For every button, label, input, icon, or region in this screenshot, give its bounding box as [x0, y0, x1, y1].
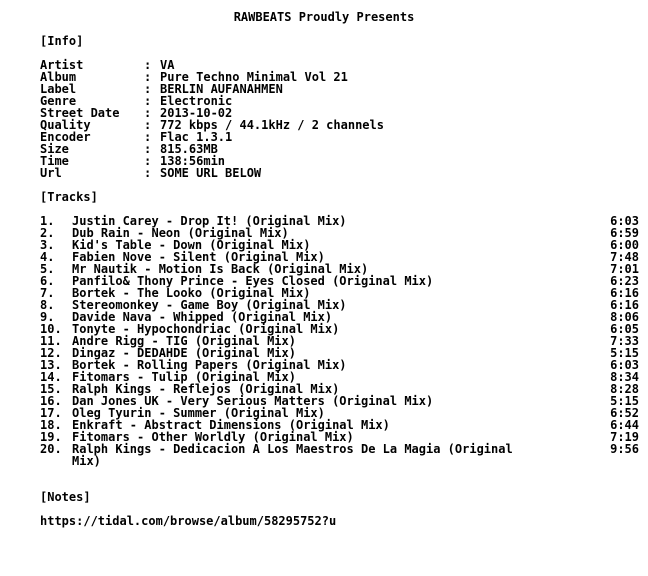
track-title: Oleg Tyurin - Summer (Original Mix): [72, 406, 325, 420]
info-key: Size: [40, 142, 69, 156]
track-number: 8.: [40, 298, 55, 312]
track-number: 11.: [40, 334, 62, 348]
info-value: Flac 1.3.1: [160, 130, 233, 144]
track-number: 18.: [40, 418, 62, 432]
track-number: 4.: [40, 250, 55, 264]
track-number: 13.: [40, 358, 62, 372]
info-value: VA: [160, 58, 175, 72]
track-duration: 5:15: [610, 346, 639, 360]
track-title: Andre Rigg - TIG (Original Mix): [72, 334, 296, 348]
track-title: Dingaz - DEDAHDE (Original Mix): [72, 346, 296, 360]
info-value: 772 kbps / 44.1kHz / 2 channels: [160, 118, 384, 132]
track-title: Ralph Kings - Dedicacion A Los Maestros De La Magia (Original: [72, 442, 513, 456]
track-number: 19.: [40, 430, 62, 444]
track-title: Fitomars - Other Worldly (Original Mix): [72, 430, 354, 444]
info-separator: :: [144, 166, 152, 180]
track-duration: 6:23: [610, 274, 639, 288]
track-number: 2.: [40, 226, 55, 240]
track-title: Bortek - The Looko (Original Mix): [72, 286, 311, 300]
info-value: Pure Techno Minimal Vol 21: [160, 70, 348, 84]
track-title: Stereomonkey - Game Boy (Original Mix): [72, 298, 347, 312]
track-duration: 7:33: [610, 334, 639, 348]
info-key: Time: [40, 154, 69, 168]
track-number: 17.: [40, 406, 62, 420]
track-number: 5.: [40, 262, 55, 276]
info-separator: :: [144, 82, 152, 96]
track-title: Fitomars - Tulip (Original Mix): [72, 370, 296, 384]
track-duration: 6:16: [610, 298, 639, 312]
track-title: Bortek - Rolling Papers (Original Mix): [72, 358, 347, 372]
track-duration: 6:03: [610, 214, 639, 228]
info-separator: :: [144, 70, 152, 84]
info-separator: :: [144, 58, 152, 72]
info-key: Quality: [40, 118, 91, 132]
track-duration: 6:03: [610, 358, 639, 372]
info-heading: [Info]: [40, 34, 84, 48]
track-duration: 6:00: [610, 238, 639, 252]
track-number: 6.: [40, 274, 55, 288]
info-key: Artist: [40, 58, 84, 72]
track-title: Davide Nava - Whipped (Original Mix): [72, 310, 333, 324]
info-value: 2013-10-02: [160, 106, 233, 120]
info-value: Electronic: [160, 94, 233, 108]
info-key: Genre: [40, 94, 77, 108]
track-duration: 7:48: [610, 250, 639, 264]
page-title: RAWBEATS Proudly Presents: [233, 10, 415, 24]
track-number: 1.: [40, 214, 55, 228]
track-duration: 6:44: [610, 418, 639, 432]
track-title: Enkraft - Abstract Dimensions (Original Mix): [72, 418, 390, 432]
info-value: 815.63MB: [160, 142, 218, 156]
track-number: 15.: [40, 382, 62, 396]
notes-heading: [Notes]: [40, 490, 91, 504]
tracks-heading: [Tracks]: [40, 190, 98, 204]
track-duration: 5:15: [610, 394, 639, 408]
track-number: 3.: [40, 238, 55, 252]
info-separator: :: [144, 142, 152, 156]
info-separator: :: [144, 118, 152, 132]
info-key: Label: [40, 82, 77, 96]
track-title: Justin Carey - Drop It! (Original Mix): [72, 214, 347, 228]
track-title: Dub Rain - Neon (Original Mix): [72, 226, 289, 240]
track-duration: 9:56: [610, 442, 639, 456]
track-number: 7.: [40, 286, 55, 300]
track-number: 20.: [40, 442, 62, 456]
info-value: BERLIN AUFANAHMEN: [160, 82, 283, 96]
track-duration: 6:52: [610, 406, 639, 420]
track-number: 16.: [40, 394, 62, 408]
track-title: Tonyte - Hypochondriac (Original Mix): [72, 322, 340, 336]
track-duration: 8:28: [610, 382, 639, 396]
track-title: Ralph Kings - Reflejos (Original Mix): [72, 382, 340, 396]
info-separator: :: [144, 106, 152, 120]
track-title-continued: Mix): [72, 454, 101, 468]
track-number: 12.: [40, 346, 62, 360]
track-number: 10.: [40, 322, 62, 336]
track-duration: 8:34: [610, 370, 639, 384]
info-value: 138:56min: [160, 154, 226, 168]
track-duration: 6:16: [610, 286, 639, 300]
track-title: Dan Jones UK - Very Serious Matters (Original Mix): [72, 394, 434, 408]
info-key: Street Date: [40, 106, 120, 120]
track-number: 14.: [40, 370, 62, 384]
info-key: Encoder: [40, 130, 91, 144]
notes-url: https://tidal.com/browse/album/58295752?u: [40, 514, 337, 528]
track-title: Fabien Nove - Silent (Original Mix): [72, 250, 325, 264]
track-duration: 6:59: [610, 226, 639, 240]
info-separator: :: [144, 130, 152, 144]
track-title: Mr Nautik - Motion Is Back (Original Mix): [72, 262, 369, 276]
info-key: Url: [40, 166, 62, 180]
info-value: SOME URL BELOW: [160, 166, 262, 180]
info-key: Album: [40, 70, 77, 84]
track-duration: 7:19: [610, 430, 639, 444]
info-separator: :: [144, 94, 152, 108]
track-duration: 8:06: [610, 310, 639, 324]
info-separator: :: [144, 154, 152, 168]
track-duration: 7:01: [610, 262, 639, 276]
track-title: Panfilo& Thony Prince - Eyes Closed (Original Mix): [72, 274, 434, 288]
track-number: 9.: [40, 310, 55, 324]
track-duration: 6:05: [610, 322, 639, 336]
track-title: Kid's Table - Down (Original Mix): [72, 238, 311, 252]
